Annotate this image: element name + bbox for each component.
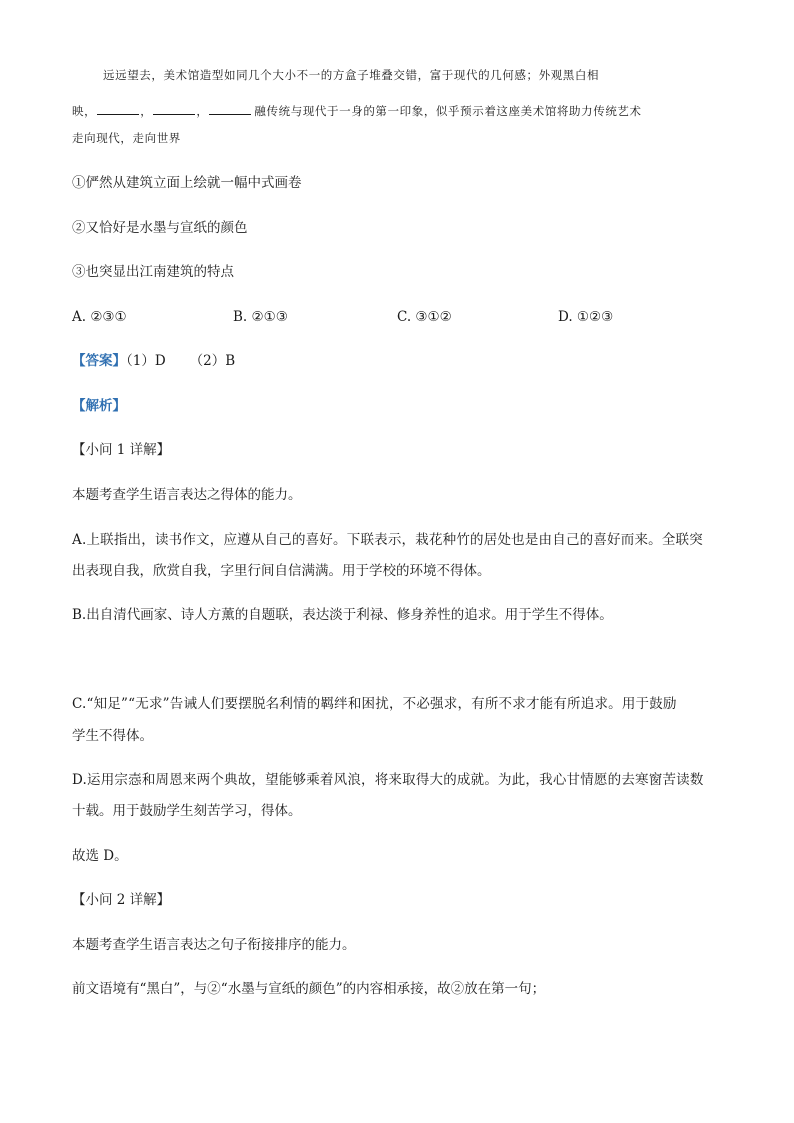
passage-line-2 xyxy=(72,103,642,118)
blank-1 xyxy=(97,103,139,115)
passage-line-3: 走向现代，走向世界 xyxy=(72,131,181,145)
option-a: A. ②③① xyxy=(72,309,127,325)
q1-intro: 本题考查学生语言表达之得体的能力。 xyxy=(72,487,302,503)
q2-header: 【小问 2 详解】 xyxy=(72,892,171,908)
blank-3 xyxy=(209,103,251,115)
passage-comma-2: ， xyxy=(196,104,209,118)
q1-c-line-2: 学生不得体。 xyxy=(72,728,153,744)
q1-d-line-1: D.运用宗悫和周恩来两个典故，望能够乘着风浪，将来取得大的成就。为此，我心甘情愿的去寒窗苦读数 xyxy=(72,772,704,788)
passage-line-2-prefix: 映， xyxy=(72,104,97,118)
q2-intro: 本题考查学生语言表达之句子衔接排序的能力。 xyxy=(72,937,356,953)
sentence-2: ②又恰好是水墨与宣纸的颜色 xyxy=(72,220,248,236)
answer-part-2: （2）B xyxy=(189,353,236,369)
q1-b-line-1: B.出自清代画家、诗人方薰的自题联，表达淡于利禄、修身养性的追求。用于学生不得体。 xyxy=(72,607,613,623)
answer-tag: 【答案】 xyxy=(72,353,126,369)
q1-d-line-2: 十载。用于鼓励学生刻苦学习，得体。 xyxy=(72,803,302,819)
analysis-tag: 【解析】 xyxy=(72,398,126,414)
sentence-1: ①俨然从建筑立面上绘就一幅中式画卷 xyxy=(72,175,302,191)
answer-part-1: （1）D xyxy=(126,353,166,369)
passage-comma-1: ， xyxy=(140,104,153,118)
option-c: C. ③①② xyxy=(397,309,452,325)
answer-line xyxy=(72,355,235,369)
option-d: D. ①②③ xyxy=(558,309,614,325)
q1-header: 【小问 1 详解】 xyxy=(72,442,171,458)
q1-c-line-1: C.“知足”“无求”告诫人们要摆脱名利情的羁绊和困扰，不必强求，有所不求才能有所追求。用于鼓励 xyxy=(72,696,677,712)
q1-conclusion: 故选 D。 xyxy=(72,848,128,864)
q1-a-line-2: 出表现自我，欣赏自我，字里行间自信满满。用于学校的环境不得体。 xyxy=(72,563,491,579)
sentence-3: ③也突显出江南建筑的特点 xyxy=(72,264,234,280)
blank-2 xyxy=(153,103,195,115)
q2-line-1: 前文语境有“黑白”，与②“水墨与宣纸的颜色”的内容相承接，故②放在第一句； xyxy=(72,981,546,997)
q1-a-line-1: A.上联指出，读书作文，应遵从自己的喜好。下联表示，栽花种竹的居处也是由自己的喜好而来。全联突 xyxy=(72,532,703,548)
passage-line-1: 远远望去，美术馆造型如同几个大小不一的方盒子堆叠交错，富于现代的几何感；外观黑白相 xyxy=(103,68,600,82)
option-b: B. ②①③ xyxy=(233,309,288,325)
passage-line-2-suffix: 融传统与现代于一身的第一印象，似乎预示着这座美术馆将助力传统艺术 xyxy=(254,104,642,118)
analysis-heading xyxy=(72,400,126,414)
